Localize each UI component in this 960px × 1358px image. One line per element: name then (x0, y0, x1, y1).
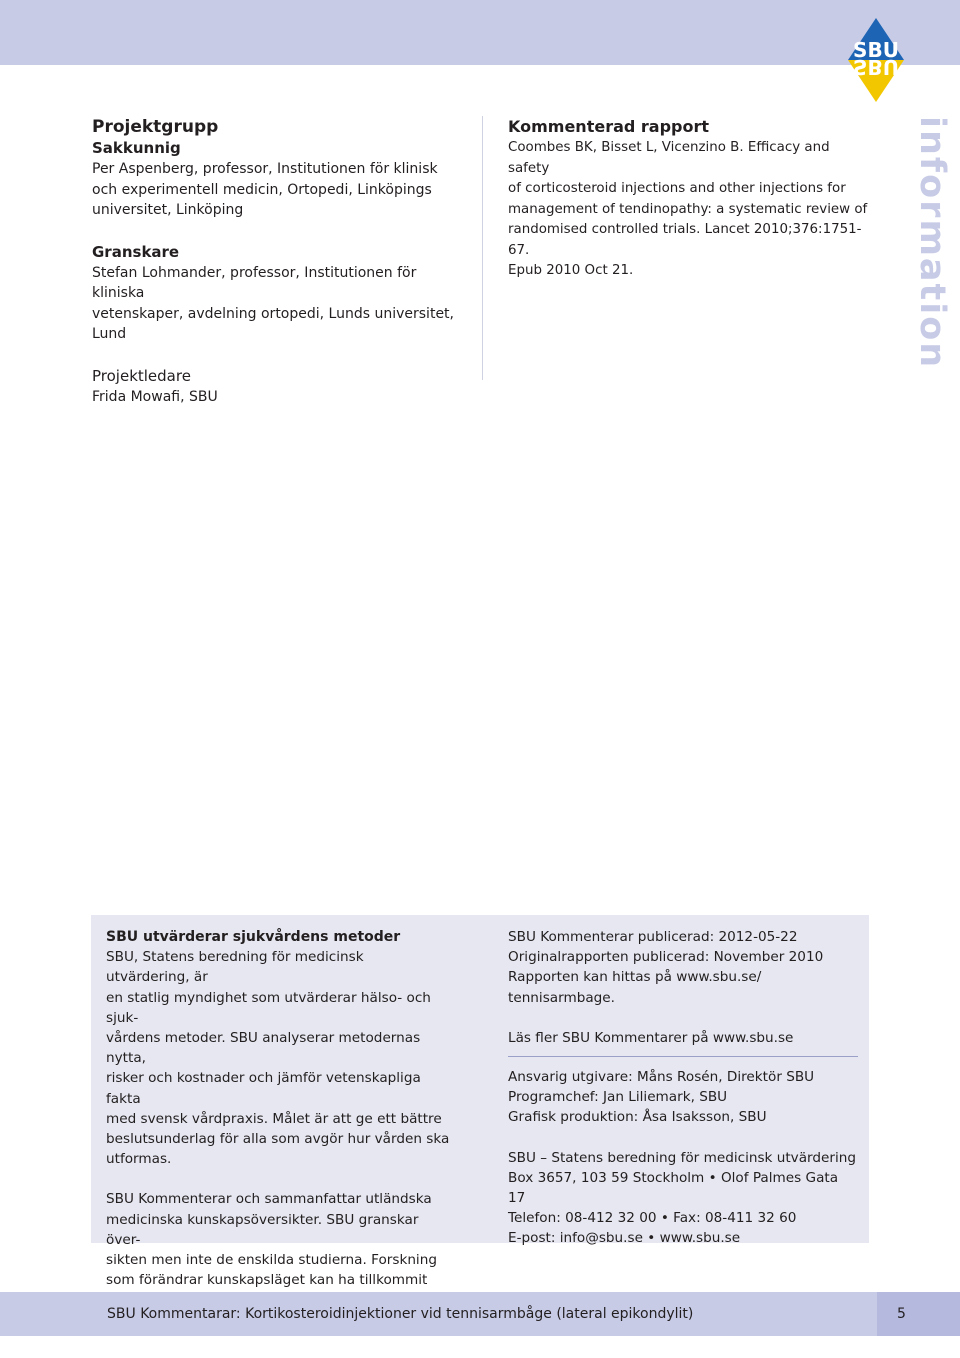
info-paragraph-line: sikten men inte de enskilda studierna. Forskning (106, 1252, 437, 1269)
sakkunnig-line: Per Aspenberg, professor, Institutionen för klinisk (92, 161, 438, 177)
commented-report-column (508, 116, 868, 282)
project-group-column (92, 116, 464, 407)
info-paragraph-line: medicinska kunskapsöversikter. SBU granskar över- (106, 1211, 419, 1248)
reference-line: Epub 2010 Oct 21. (508, 263, 634, 278)
reference-line: Coombes BK, Bisset L, Vicenzino B. Efficacy and safety (508, 140, 830, 176)
info-paragraph-line: utformas. (106, 1151, 172, 1168)
page-number-box (877, 1292, 960, 1336)
page-number: 5 (897, 1306, 906, 1322)
commented-report-heading: Kommenterad rapport (508, 117, 710, 136)
footer-title: SBU Kommentarar: Kortikosteroidinjektioner vid tennisarmbåge (lateral epikondylit) (107, 1306, 694, 1322)
credit-line: Ansvarig utgivare: Måns Rosén, Direktör SBU (508, 1069, 815, 1085)
sakkunnig-line: och experimentell medicin, Ortopedi, Linköpings (92, 181, 432, 198)
projektledare-value: Frida Mowafi, SBU (92, 388, 218, 405)
granskare-label: Granskare (92, 242, 180, 261)
reference-line: randomised controlled trials. Lancet 2010;376:1751-67. (508, 222, 862, 258)
logo-text-bottom: SBU (853, 55, 899, 79)
info-box-right (508, 927, 858, 1048)
projektledare-label: Projektledare (92, 366, 191, 385)
publication-line: Originalrapporten publicerad: November 2010 (508, 949, 824, 966)
info-paragraph-line: som förändrar kunskapsläget kan ha tillkommit (106, 1272, 428, 1289)
info-paragraph-line: beslutsunderlag för alla som avgör hur vården ska (106, 1131, 450, 1148)
read-more-line: Läs fler SBU Kommentarer på www.sbu.se (508, 1029, 794, 1046)
granskare-line: Lund (92, 326, 127, 342)
granskare-line: Stefan Lohmander, professor, Institutionen för kliniska (92, 264, 417, 301)
top-band (0, 0, 960, 65)
info-box-heading: SBU utvärderar sjukvårdens metoder (106, 929, 401, 945)
info-paragraph-line: vårdens metoder. SBU analyserar metodernas nytta, (106, 1030, 421, 1067)
project-group-heading: Projektgrupp (92, 117, 219, 137)
publication-line: SBU Kommenterar publicerad: 2012-05-22 (508, 929, 798, 945)
credit-line: Grafisk produktion: Åsa Isaksson, SBU (508, 1109, 767, 1126)
address-line: Box 3657, 103 59 Stockholm • Olof Palmes Gata 17 (508, 1169, 839, 1207)
address-line: Telefon: 08-412 32 00 • Fax: 08-411 32 60 (508, 1210, 797, 1227)
info-paragraph-line: en statlig myndighet som utvärderar hälso- och sjuk- (106, 989, 431, 1026)
credit-line: Programchef: Jan Liliemark, SBU (508, 1089, 728, 1106)
publication-line: Rapporten kan hittas på www.sbu.se/ (508, 969, 762, 986)
info-box-left (106, 927, 451, 1311)
page-footer (0, 1292, 960, 1336)
column-divider (482, 116, 483, 380)
info-box-credits (508, 1067, 858, 1249)
publication-line: tennisarmbage. (508, 989, 615, 1006)
reference-line: management of tendinopathy: a systematic review of (508, 201, 868, 217)
info-paragraph-line: risker och kostnader och jämför vetenskapliga fakta (106, 1070, 421, 1107)
info-box-divider (508, 1056, 858, 1057)
sbu-info-box (91, 915, 869, 1289)
granskare-line: vetenskaper, avdelning ortopedi, Lunds universitet, (92, 305, 454, 322)
info-paragraph-line: SBU Kommenterar och sammanfattar utländska (106, 1191, 432, 1208)
info-paragraph-line: med svensk vårdpraxis. Målet är att ge ett bättre (106, 1110, 442, 1127)
sbu-logo (848, 18, 904, 102)
info-paragraph-line: SBU, Statens beredning för medicinsk utvärdering, är (106, 949, 364, 986)
sakkunnig-line: universitet, Linköping (92, 202, 244, 218)
side-word-information: information (912, 116, 952, 370)
address-line: SBU – Statens beredning för medicinsk utvärdering (508, 1149, 857, 1166)
reference-line: of corticosteroid injections and other injections for (508, 181, 846, 196)
address-line: E-post: info@sbu.se • www.sbu.se (508, 1230, 741, 1247)
sakkunnig-label: Sakkunnig (92, 139, 181, 157)
logo-text-top: SBU (853, 38, 899, 62)
